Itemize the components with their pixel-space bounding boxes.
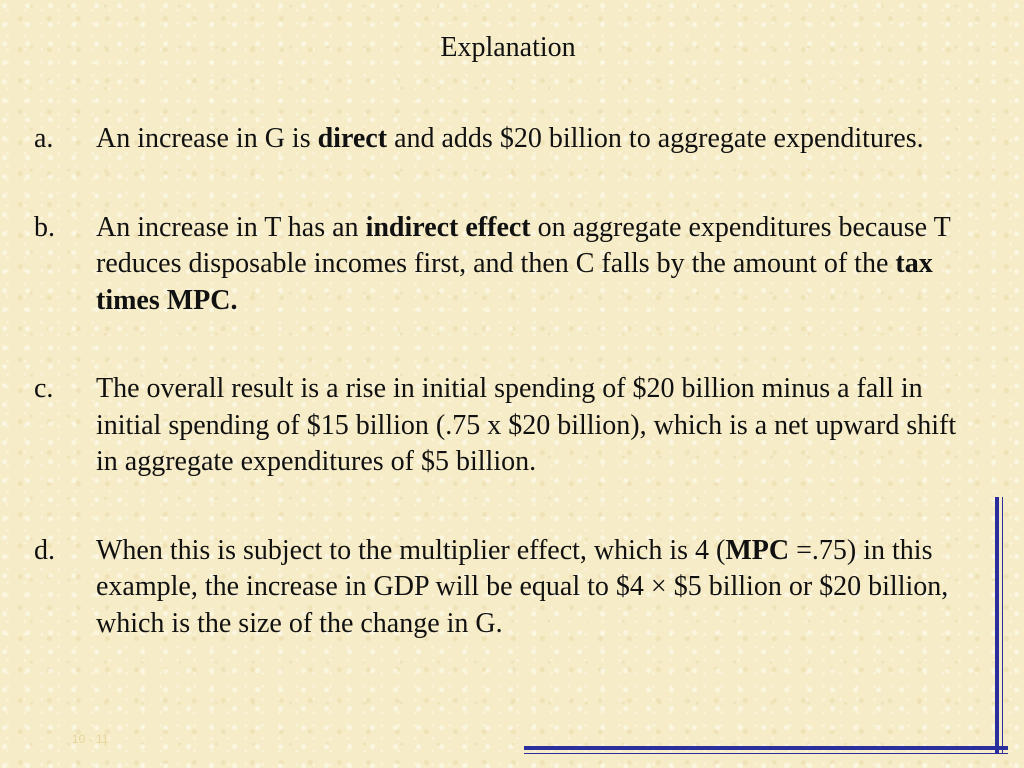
item-text-segment: =.75) in this example, the increase in GDP will be equal to $4 × $5 billion or $20 billion, which is the size of the change in G. — [96, 534, 949, 639]
item-text-segment: on aggregate expenditures because T reduces disposable incomes first, and then C falls by the amount of the — [96, 211, 951, 279]
item-bold-segment: indirect effect — [365, 211, 531, 243]
item-bold-segment: direct — [317, 123, 388, 154]
horizontal-accent-line — [524, 746, 1008, 750]
horizontal-accent-thin-line — [524, 753, 1008, 754]
item-marker: d. — [34, 534, 55, 566]
list-item-b — [34, 210, 984, 320]
vertical-accent-line — [995, 497, 999, 753]
item-marker: c. — [34, 373, 54, 404]
item-text-segment: An increase in G is — [96, 123, 318, 154]
item-marker: b. — [34, 211, 55, 243]
item-text-segment: An increase in T has an — [96, 211, 366, 243]
explanation-list — [34, 121, 984, 642]
item-marker: a. — [34, 123, 54, 154]
list-item-c — [34, 371, 984, 481]
slide-title: Explanation — [440, 32, 576, 63]
list-item-a — [34, 121, 984, 158]
item-bold-segment: MPC — [725, 534, 790, 566]
list-item-d — [34, 533, 984, 643]
item-text-segment: When this is subject to the multiplier effect, which is 4 ( — [96, 534, 726, 566]
slide-number: 10 - 11 — [72, 732, 109, 746]
item-bold-segment: tax times MPC. — [96, 248, 933, 316]
item-text-segment: The overall result is a rise in initial spending of $20 billion minus a fall in initial spending of $15 billion (.75 x $20 billion), which is a net upward shift in aggregate expenditures of $5 billion. — [96, 373, 957, 477]
item-text-segment: and adds $20 billion to aggregate expenditures. — [387, 123, 924, 154]
vertical-accent-thin-line — [1002, 497, 1003, 753]
